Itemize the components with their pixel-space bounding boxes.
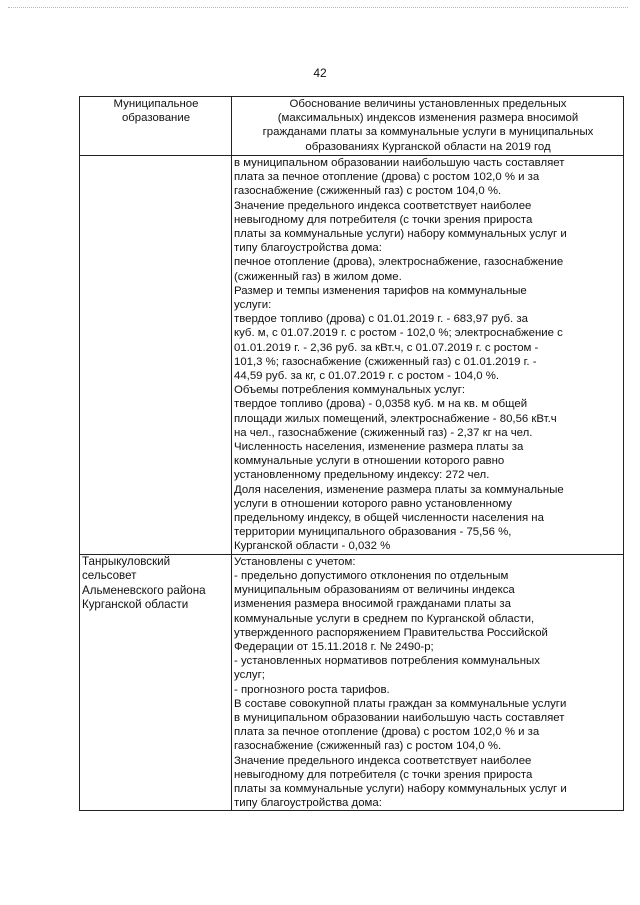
- header-justification-line: (максимальных) индексов изменения размера вносимой: [277, 112, 579, 125]
- justification-line: невыгодному для потребителя (с точки зрения прироста: [234, 768, 533, 781]
- header-justification: [232, 97, 624, 156]
- header-justification-line: Обоснование величины установленных предельных: [289, 98, 567, 110]
- justification-line: (сжиженный газ) в жилом доме.: [234, 270, 402, 283]
- justification-line: невыгодному для потребителя (с точки зрения прироста: [234, 213, 533, 226]
- municipality-cell: [80, 156, 232, 555]
- tariff-justification-table: [79, 96, 624, 811]
- justification-line: Размер и темпы изменения тарифов на коммунальные: [234, 284, 527, 297]
- justification-line: газоснабжение (сжиженный газ) с ростом 104,0 %.: [234, 740, 502, 753]
- justification-line: 101,3 %; газоснабжение (сжиженный газ) с 01.01.2019 г. -: [234, 355, 537, 368]
- justification-line: Численность населения, изменение размера платы за: [234, 441, 524, 454]
- justification-line: куб. м, с 01.07.2019 г. с ростом - 102,0 %; электроснабжение с: [234, 327, 563, 340]
- justification-line: площади жилых помещений, электроснабжение - 80,56 кВт.ч: [234, 412, 557, 425]
- justification-line: типу благоустройства дома:: [234, 797, 382, 810]
- justification-line: плата за печное отопление (дрова) с ростом 102,0 % и за: [234, 171, 540, 184]
- justification-line: в муниципальном образовании наибольшую часть составляет: [234, 157, 565, 169]
- justification-line: территории муниципального образования - 75,56 %,: [234, 526, 512, 539]
- justification-line: услуги в отношении которого равно установленному: [234, 497, 512, 510]
- justification-line: Установлены с учетом:: [234, 555, 356, 568]
- justification-line: услуг;: [234, 669, 265, 682]
- header-justification-line: образованиях Курганской области на 2019 год: [305, 140, 551, 153]
- justification-line: утвержденного распоряжением Правительства Российской: [234, 626, 548, 639]
- justification-line: - прогнозного роста тарифов.: [234, 683, 390, 696]
- justification-line: типу благоустройства дома:: [234, 242, 382, 255]
- municipality-line: сельсовет: [82, 569, 137, 583]
- header-municipality-line: образование: [121, 112, 191, 125]
- justification-line: услуги:: [234, 299, 272, 312]
- page-number: 42: [313, 66, 327, 80]
- justification-line: на чел., газоснабжение (сжиженный газ) - 2,37 кг на чел.: [234, 426, 533, 439]
- justification-line: Доля населения, изменение размера платы за коммунальные: [234, 483, 564, 496]
- justification-line: Объемы потребления коммунальных услуг:: [234, 384, 466, 397]
- municipality-line: Альменевского района: [82, 583, 206, 597]
- justification-line: муниципальным образованиям от величины индекса: [234, 584, 515, 597]
- justification-line: Значение предельного индекса соответствует наиболее: [234, 754, 532, 767]
- header-municipality-line: Муниципальное: [113, 98, 199, 110]
- scan-artifact-line: [8, 7, 628, 8]
- justification-cell: [232, 156, 624, 555]
- municipality-line: Курганской области: [82, 597, 189, 611]
- justification-line: 44,59 руб. за кг, с 01.07.2019 г. с ростом - 104,0 %.: [234, 370, 500, 383]
- table-row: [80, 156, 624, 555]
- municipality-line: Танрыкуловский: [82, 554, 171, 568]
- justification-line: газоснабжение (сжиженный газ) с ростом 104,0 %.: [234, 185, 502, 198]
- table-header-row: [80, 97, 624, 156]
- justification-line: - предельно допустимого отклонения по отдельным: [234, 569, 509, 582]
- justification-line: твердое топливо (дрова) - 0,0358 куб. м на кв. м общей: [234, 398, 528, 411]
- justification-line: установленному предельному индексу: 272 чел.: [234, 469, 490, 482]
- justification-line: твердое топливо (дрова) с 01.01.2019 г. - 683,97 руб. за: [234, 313, 528, 326]
- justification-line: коммунальные услуги в отношении которого равно: [234, 455, 505, 468]
- justification-line: - установленных нормативов потребления коммунальных: [234, 655, 540, 668]
- justification-line: изменения размера вносимой гражданами платы за: [234, 598, 511, 611]
- justification-line: печное отопление (дрова), электроснабжение, газоснабжение: [234, 256, 564, 269]
- justification-line: в муниципальном образовании наибольшую часть составляет: [234, 711, 565, 724]
- justification-line: В составе совокупной платы граждан за коммунальные услуги: [234, 697, 567, 710]
- table-row: [80, 554, 624, 811]
- justification-line: плата за печное отопление (дрова) с ростом 102,0 % и за: [234, 726, 540, 739]
- justification-line: Курганской области - 0,032 %: [234, 540, 391, 553]
- justification-line: коммунальные услуги в среднем по Курганской области,: [234, 612, 535, 625]
- justification-line: Федерации от 15.11.2018 г. № 2490-р;: [234, 640, 434, 653]
- justification-line: 01.01.2019 г. - 2,36 руб. за кВт.ч, с 01.07.2019 г. с ростом -: [234, 341, 539, 354]
- header-justification-line: гражданами платы за коммунальные услуги в муниципальных: [262, 126, 594, 139]
- justification-line: платы за коммунальные услуги) набору коммунальных услуг и: [234, 228, 567, 241]
- justification-line: предельному индексу, в общей численности населения на: [234, 512, 544, 525]
- header-municipality: [80, 97, 232, 156]
- justification-cell: [232, 554, 624, 811]
- municipality-cell: [80, 554, 232, 811]
- justification-line: Значение предельного индекса соответствует наиболее: [234, 199, 532, 212]
- justification-line: платы за коммунальные услуги) набору коммунальных услуг и: [234, 782, 567, 795]
